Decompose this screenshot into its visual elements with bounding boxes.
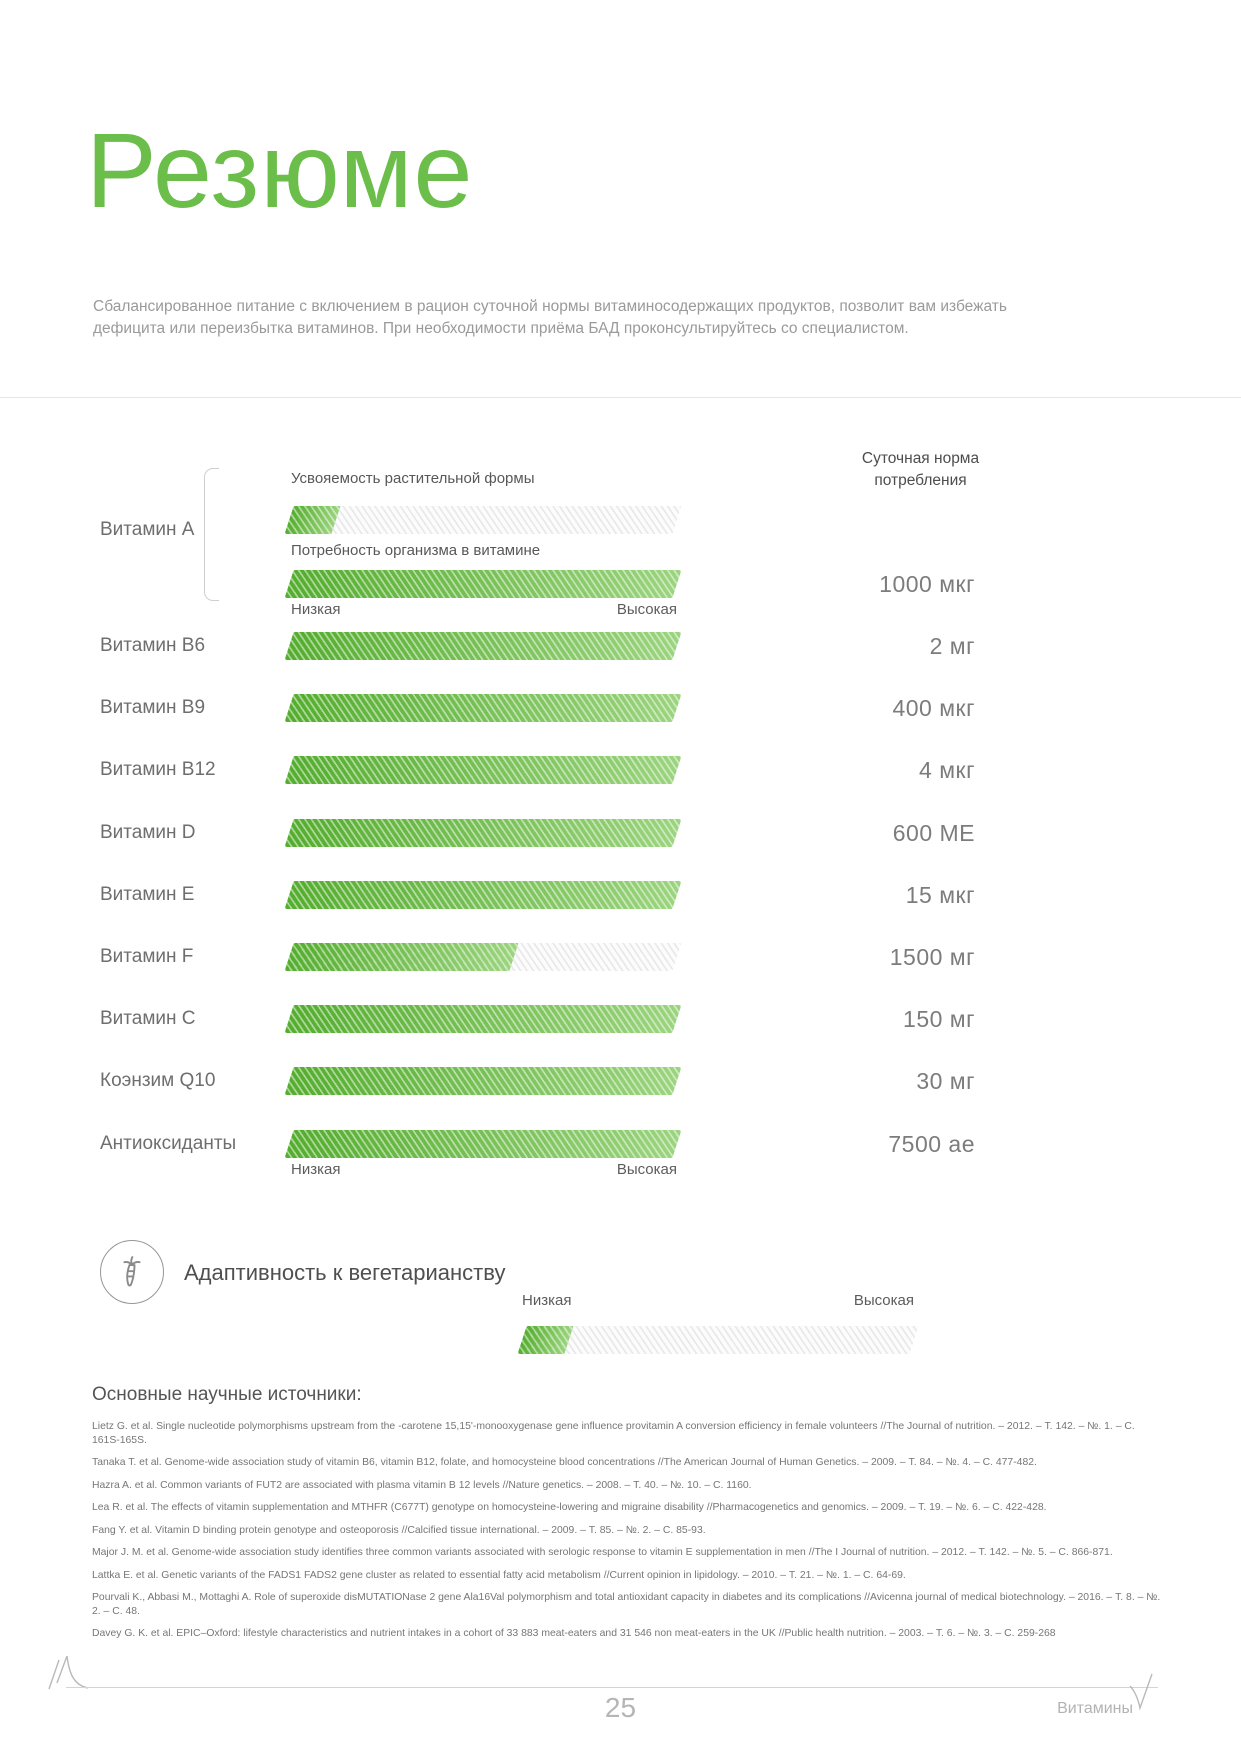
vitamin-label: Витамин B9: [100, 697, 206, 719]
source-reference: Fang Y. et al. Vitamin D binding protein genotype and osteoporosis //Calcified tissue international. – 2009. – Т. 85. – №. 2. – С. 85-93.: [92, 1524, 706, 1536]
daily-norm-value: 150 мг: [903, 1006, 975, 1033]
bar-fill: [284, 1005, 681, 1033]
vitamin-row: [0, 756, 1241, 784]
bar-fill: [284, 506, 340, 534]
bar-fill: [517, 1326, 573, 1354]
bar-fill: [284, 1130, 681, 1158]
bar-fill: [284, 694, 681, 722]
bar-fill: [284, 570, 681, 598]
bar-caption-need: Потребность организма в витамине: [291, 542, 541, 559]
bar-track-absorption: [284, 506, 681, 534]
scale-low-label: Низкая: [522, 1292, 572, 1309]
bar-track: [284, 756, 681, 784]
sources-list: [92, 1420, 1162, 1650]
top-divider: [0, 397, 1241, 398]
veg-bar-track: [517, 1326, 918, 1354]
bar-fill: [284, 943, 518, 971]
daily-norm-value: 7500 ае: [888, 1130, 975, 1157]
daily-norm-value: 30 мг: [916, 1068, 975, 1095]
scale-low-label: Низкая: [291, 601, 341, 618]
scale-high-label: Высокая: [616, 601, 677, 618]
vitamin-row: [0, 881, 1241, 909]
scale-high-label: Высокая: [616, 1161, 677, 1178]
vitamin-label: Антиоксиданты: [100, 1132, 237, 1154]
source-reference: Lea R. et al. The effects of vitamin supplementation and MTHFR (C677T) genotype on homocysteine-lowering and migraine disability //Pharmacogenetics and genomics. – 2009. – Т. 19. – №. 6. – С. 422-428.: [92, 1502, 1047, 1514]
bar-track: [284, 881, 681, 909]
vitamin-label: Витамин C: [100, 1008, 196, 1030]
vitamin-row: [0, 632, 1241, 660]
vitamin-row: [0, 1005, 1241, 1033]
page-number: 25: [604, 1692, 637, 1723]
source-reference: Lietz G. et al. Single nucleotide polymorphisms upstream from the -carotene 15,15'-monooxygenase gene influence provitamin A conversion efficiency in female volunteers //The Journal of nutrition. – 2012. – Т. 142. – №. 1. – С. 161S-165S.: [92, 1421, 1135, 1446]
bar-fill: [284, 632, 681, 660]
sources-heading: Основные научные источники:: [92, 1384, 362, 1405]
source-reference: Major J. M. et al. Genome-wide association study identifies three common variants associated with serologic response to vitamin E supplementation in men //The I Journal of nutrition. – 2012. – Т. 142. – №. 5. – С. 866-871.: [92, 1547, 1113, 1559]
vitamin-row: [0, 694, 1241, 722]
bar-track-need: [284, 570, 681, 598]
vitamin-row: [0, 819, 1241, 847]
footer-divider: [66, 1687, 1158, 1688]
page-title: Резюме: [86, 112, 474, 230]
daily-norm-value: 4 мкг: [919, 757, 975, 784]
scale-low-label: Низкая: [291, 1161, 341, 1178]
bar-track: [284, 632, 681, 660]
bar-track: [284, 1130, 681, 1158]
vitamin-label: Коэнзим Q10: [100, 1070, 216, 1092]
vitamin-label: Витамин B12: [100, 759, 216, 781]
vitamin-row: [0, 1130, 1241, 1158]
daily-norm-value: 1000 мкг: [879, 571, 975, 597]
source-reference: Davey G. K. et al. EPIC–Oxford: lifestyle characteristics and nutrient intakes in a cohort of 33 883 meat-eaters and 31 546 non meat-eaters in the UK //Public health nutrition. – 2003. – Т. 6. – №. 3. – С. 259-268: [92, 1628, 1056, 1640]
daily-norm-value: 400 мкг: [892, 695, 975, 722]
daily-norm-header: Суточная норма потребления: [861, 450, 980, 490]
daily-norm-value: 1500 мг: [889, 944, 975, 970]
bar-track: [284, 1067, 681, 1095]
vitamin-label: Витамин D: [100, 821, 196, 843]
bar-track: [284, 943, 681, 971]
bar-track: [284, 1005, 681, 1033]
source-reference: Pourvali K., Abbasi M., Mottaghi A. Role of superoxide disMUTATIONase 2 gene Ala16Val polymorphism and total antioxidant capacity in diabetes and its complications //Avicenna journal of medical biotechnology. – 2016. – Т. 8. – №. 2. – С. 48.: [92, 1592, 1161, 1617]
bar-fill: [284, 1067, 681, 1095]
daily-norm-value: 15 мкг: [905, 881, 975, 908]
vitamin-label: Витамин E: [100, 883, 195, 905]
bar-fill: [284, 756, 681, 784]
scale-high-label: Высокая: [853, 1292, 914, 1309]
bar-fill: [284, 881, 681, 909]
bar-track: [284, 819, 681, 847]
vitamin-label: Витамин A: [100, 519, 195, 540]
vitamin-row: [0, 1067, 1241, 1095]
carrot-icon: [100, 1240, 164, 1304]
daily-norm-value: 2 мг: [929, 633, 975, 659]
intro-paragraph: Сбалансированное питание с включением в рацион суточной нормы витаминосодержащих продуктов, позволит вам избежать дефицита или переизбытка витаминов. При необходимости приёма БАД проконсультируйтесь со специалистом.: [93, 298, 1007, 337]
bar-fill: [284, 819, 681, 847]
source-reference: Tanaka T. et al. Genome-wide association study of vitamin B6, vitamin B12, folate, and homocysteine blood concentrations //The American Journal of Human Genetics. – 2009. – Т. 84. – №. 4. – С. 477-482.: [92, 1457, 1037, 1469]
source-reference: Hazra A. et al. Common variants of FUT2 are associated with plasma vitamin B 12 levels //Nature genetics. – 2008. – Т. 40. – №. 10. – С. 1160.: [92, 1479, 752, 1491]
footer-section-label: Витамины: [1057, 1700, 1133, 1717]
veg-adaptivity-heading: Адаптивность к вегетарианству: [184, 1260, 506, 1285]
vitamin-row: [0, 943, 1241, 971]
vitamin-label: Витамин F: [100, 946, 194, 967]
daily-norm-value: 600 МЕ: [892, 819, 975, 846]
source-reference: Lattka E. et al. Genetic variants of the FADS1 FADS2 gene cluster as related to essential fatty acid metabolism //Current opinion in lipidology. – 2010. – Т. 21. – №. 1. – С. 64-69.: [92, 1569, 906, 1581]
bar-track: [284, 694, 681, 722]
bar-caption-absorption: Усвояемость растительной формы: [291, 470, 535, 487]
vitamin-label: Витамин B6: [100, 635, 206, 656]
